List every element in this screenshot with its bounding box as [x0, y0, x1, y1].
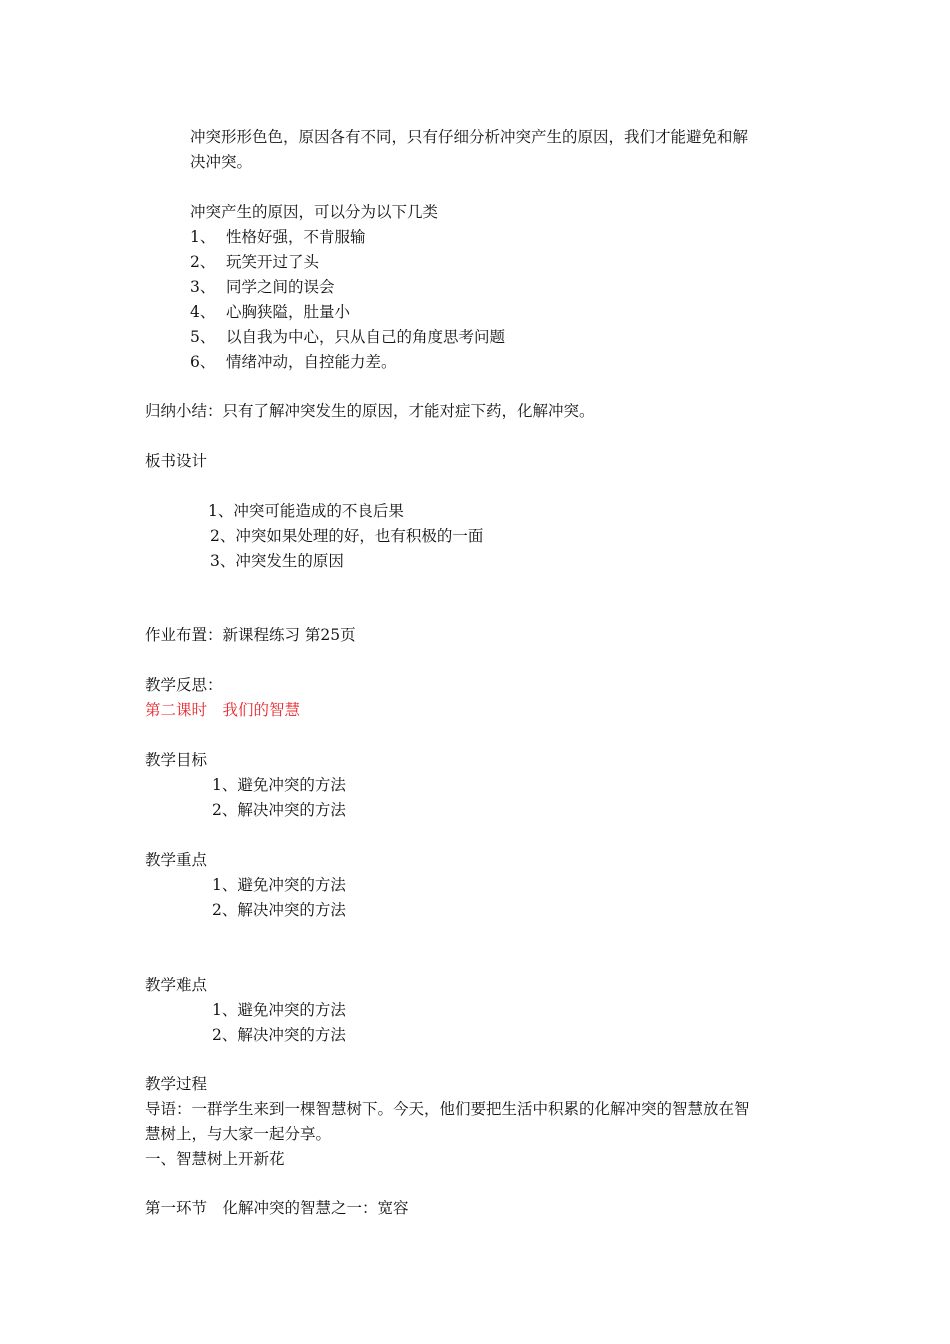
- cause-item: [190, 352, 397, 372]
- cause-item: [190, 327, 505, 347]
- board-item: 1、冲突可能造成的不良后果: [208, 502, 404, 520]
- reflection: 教学反思：: [145, 676, 223, 694]
- process-intro-line-1: 导语：一群学生来到一棵智慧树下。今天，他们要把生活中积累的化解冲突的智慧放在智: [145, 1100, 750, 1118]
- part-heading: 第一环节 化解冲突的智慧之一：宽容: [145, 1199, 409, 1217]
- cause-number: 3、: [190, 278, 216, 296]
- cause-text: 性格好强，不肯服输: [226, 228, 366, 246]
- focus-heading: 教学重点: [145, 851, 208, 869]
- goals-heading: 教学目标: [145, 751, 208, 769]
- intro-line-1: 冲突形形色色，原因各有不同，只有仔细分析冲突产生的原因，我们才能避免和解: [190, 128, 749, 146]
- board-item: 2、冲突如果处理的好，也有积极的一面: [210, 527, 484, 545]
- cause-number: 6、: [190, 353, 216, 371]
- cause-item: [190, 277, 335, 297]
- intro-line-2: 决冲突。: [190, 153, 253, 171]
- goal-item: 1、避免冲突的方法: [212, 776, 346, 794]
- cause-text: 情绪冲动，自控能力差。: [226, 353, 397, 371]
- cause-item: [190, 227, 366, 247]
- summary: 归纳小结：只有了解冲突发生的原因，才能对症下药，化解冲突。: [145, 402, 595, 420]
- cause-text: 心胸狭隘，肚量小: [226, 303, 351, 321]
- difficulty-heading: 教学难点: [145, 976, 208, 994]
- focus-item: 2、解决冲突的方法: [212, 901, 346, 919]
- cause-text: 以自我为中心，只从自己的角度思考问题: [226, 328, 506, 346]
- causes-heading: 冲突产生的原因，可以分为以下几类: [190, 203, 439, 221]
- cause-number: 1、: [190, 228, 216, 246]
- cause-item: [190, 302, 350, 322]
- difficulty-item: 1、避免冲突的方法: [212, 1001, 346, 1019]
- cause-item: [190, 252, 319, 272]
- board-item: 3、冲突发生的原因: [210, 552, 344, 570]
- difficulty-item: 2、解决冲突的方法: [212, 1026, 346, 1044]
- cause-text: 玩笑开过了头: [226, 253, 320, 271]
- process-intro-line-2: 慧树上，与大家一起分享。: [145, 1125, 332, 1143]
- board-heading: 板书设计: [145, 452, 208, 470]
- lesson2-title: 第二课时 我们的智慧: [145, 701, 301, 719]
- cause-number: 4、: [190, 303, 216, 321]
- goal-item: 2、解决冲突的方法: [212, 801, 346, 819]
- homework: 作业布置：新课程练习 第25页: [145, 626, 356, 644]
- focus-item: 1、避免冲突的方法: [212, 876, 346, 894]
- process-heading: 教学过程: [145, 1075, 208, 1093]
- section-heading: 一、智慧树上开新花: [145, 1150, 285, 1168]
- cause-number: 2、: [190, 253, 216, 271]
- cause-text: 同学之间的误会: [226, 278, 335, 296]
- cause-number: 5、: [190, 328, 216, 346]
